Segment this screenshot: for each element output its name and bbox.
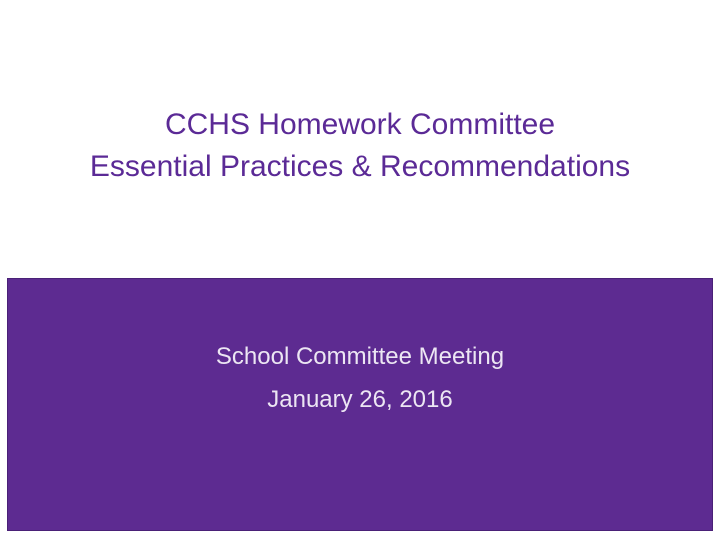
meeting-name: School Committee Meeting (215, 343, 505, 370)
slide-subtitle (8, 335, 712, 421)
title-line-1: CCHS Homework Committee (164, 108, 556, 141)
meeting-date: January 26, 2016 (267, 386, 453, 413)
subtitle-band (7, 278, 713, 531)
title-line-2: Essential Practices & Recommendations (89, 150, 631, 183)
slide-title (0, 104, 720, 188)
